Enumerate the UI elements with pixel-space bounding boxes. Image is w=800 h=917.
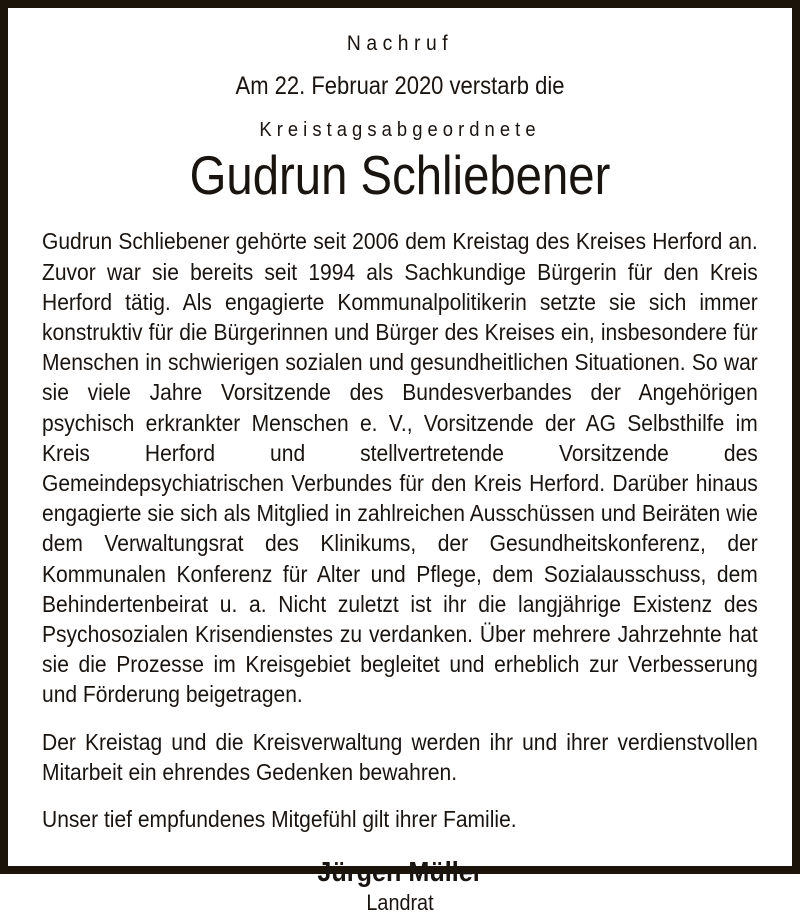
obituary-paragraph: Unser tief empfundenes Mitgefühl gilt ihrer Familie. <box>42 806 517 832</box>
signatory-name: Jürgen Müller <box>317 856 483 888</box>
death-date-line: Am 22. Februar 2020 verstarb die <box>235 72 565 101</box>
obituary-body <box>42 226 758 834</box>
signature-block <box>42 856 758 917</box>
deceased-role: Kreistagsabgeordnete <box>259 118 541 141</box>
obituary-paragraph: Gudrun Schliebener gehörte seit 2006 dem Kreistag des Kreises Herford an. Zuvor war sie bereits seit 1994 als Sachkundige Bürgerin für den Kreis Herford tätig. Als engagierte Kommunalpolitikerin setzte sie sich immer konstruktiv für die Bürgerinnen und Bürger des Kreises ein, insbesondere für Menschen in schwierigen sozialen und gesundheitlichen Situationen. So war sie viele Jahre Vorsitzende des Bundesverbandes der Angehörigen psychisch erkrankter Menschen e. V., Vorsitzende der AG Selbsthilfe im Kreis Herford und stellvertretende Vorsitzende des Gemeindepsychiatrischen Verbundes für den Kreis Herford. Darüber hinaus engagierte sie sich als Mitglied in zahlreichen Ausschüssen und Beiräten wie dem Verwaltungsrat des Klinikums, der Gesundheitskonferenz, der Kommunalen Konferenz für Alter und Pflege, dem Sozialausschuss, dem Behindertenbeirat u. a. Nicht zuletzt ist ihr die langjährige Existenz des Psychosozialen Krisendienstes zu verdanken. Über mehrere Jahrzehnte hat sie die Prozesse im Kreisgebiet begleitet und erheblich zur Verbesserung und Förderung beigetragen. <box>42 228 758 708</box>
signatory-title: Landrat <box>366 890 434 916</box>
obituary-paragraph: Der Kreistag und die Kreisverwaltung werden ihr und ihrer verdienstvollen Mitarbeit ein ehrendes Gedenken bewahren. <box>42 728 758 785</box>
obituary-inner <box>34 32 766 916</box>
deceased-name: Gudrun Schliebener <box>189 143 611 206</box>
obituary-kicker: Nachruf <box>346 32 454 55</box>
